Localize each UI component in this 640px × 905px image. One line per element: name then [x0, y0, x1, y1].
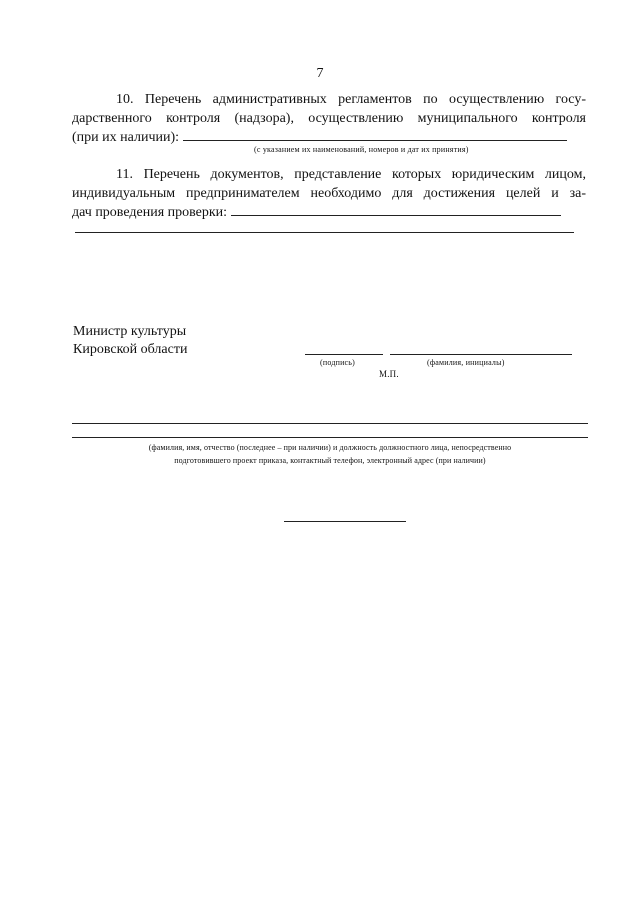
signature-line [305, 354, 383, 355]
signatory-title-line-2: Кировской области [73, 342, 188, 357]
section-11-line-2: индивидуальным предпринимателем необходимо для достижения целей и за- [72, 186, 586, 201]
section-10 [72, 90, 586, 147]
section-11 [72, 165, 586, 222]
page-number: 7 [316, 66, 324, 81]
section-11-line-3 [72, 203, 586, 222]
section-10-line-1: 10. Перечень административных регламентов по осуществлению госу- [116, 92, 586, 107]
footnote-line-2: подготовившего проект приказа, контактный телефон, электронный адрес (при наличии) [174, 456, 486, 465]
section-10-fill-line [183, 139, 567, 141]
section-10-hint: (с указанием их наименований, номеров и дат их принятия) [254, 145, 469, 154]
signatory-title-line-1: Министр культуры [73, 324, 187, 339]
end-separator-line [284, 521, 406, 522]
section-10-line-2: дарственного контроля (надзора), осуществлению муниципального контроля [72, 111, 586, 126]
section-11-line-1: 11. Перечень документов, представление которых юридическим лицом, [116, 167, 586, 182]
name-line [390, 354, 572, 355]
footnote-line-1: (фамилия, имя, отчество (последнее – при наличии) и должность должностного лица, непосредственно [148, 443, 512, 452]
section-10-label: (при их наличии): [72, 130, 180, 145]
preparer-line-1 [72, 423, 588, 424]
stamp-place: М.П. [379, 369, 399, 379]
section-11-continuation-line [75, 232, 574, 233]
section-11-fill-line [231, 214, 561, 216]
preparer-line-2 [72, 437, 588, 438]
signatory-block [73, 323, 187, 359]
section-11-label: дач проведения проверки: [72, 205, 228, 220]
signature-hint: (подпись) [320, 358, 356, 367]
name-hint: (фамилия, инициалы) [427, 358, 505, 367]
preparer-footnote [72, 441, 588, 467]
